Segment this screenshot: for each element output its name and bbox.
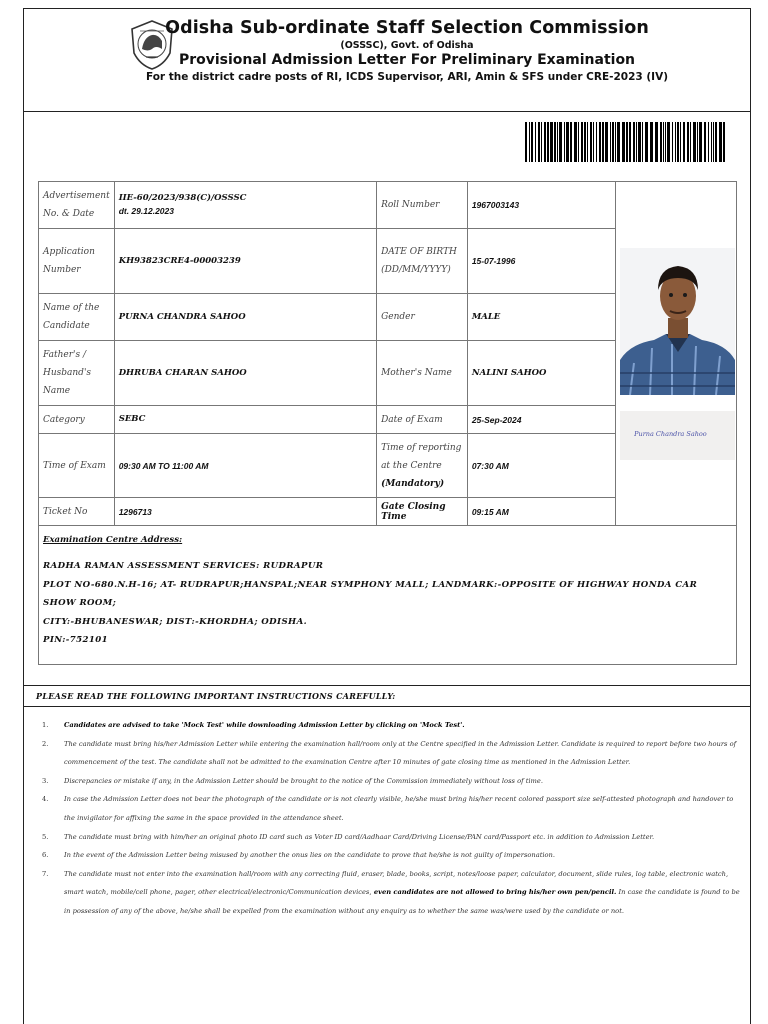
barcode-bar [697,122,698,162]
mandatory-note: (Mandatory) [381,478,445,489]
advertisement-value [114,182,376,229]
barcode-bar [584,122,586,162]
barcode-bar [687,122,689,162]
candidate-signature [620,411,735,460]
application-number-label: Application Number [39,229,115,294]
barcode-bar [723,122,725,162]
mother-name-label: Mother's Name [377,341,468,406]
barcode-bar [672,122,673,162]
instruction-number: 1. [42,721,49,729]
address-heading: Examination Centre Address: [43,535,183,545]
letter-description: For the district cadre posts of RI, ICDS Supervisor, ARI, Amin & SFS under CRE-2023 (IV) [145,71,669,83]
barcode-bar [693,122,696,162]
gate-closing-value: 09:15 AM [467,498,615,526]
barcode-bar [529,122,530,162]
ticket-number-label: Ticket No [39,498,115,526]
barcode-bar [615,122,616,162]
barcode-bar [665,122,666,162]
barcode-bar [541,122,542,162]
roll-number-label: Roll Number [377,182,468,229]
reporting-time-label [377,434,468,498]
reporting-time-value: 07:30 AM [467,434,615,498]
instruction-text: The candidate must bring with him/her an original photo ID card such as Voter ID card/Aadhaar Card/Driving License/PAN card/Passport etc. in addition to Admission Letter. [64,832,655,841]
barcode-bar [557,122,558,162]
instruction-text: The candidate must bring his/her Admission Letter while entering the examination hall/room only at the Centre specified in the Admission Letter. Candidate is required to report before two hours of commencement of the test. The candidate shall not be admitted to the examination Centre after 10 minutes of gate closing time as mentioned in the Admission Letter. [64,739,737,767]
instruction-item [38,846,743,865]
instructions-list [38,716,743,921]
dob-value: 15-07-1996 [467,229,615,294]
barcode-bar [680,122,681,162]
barcode-bar [617,122,620,162]
exam-time-label: Time of Exam [39,434,115,498]
barcode-bar [566,122,569,162]
candidate-photo [620,248,735,395]
instruction-text: In the event of the Admission Letter being misused by another the onus lies on the candidate to prove that he/she is not guilty of impersonation. [64,851,555,860]
instruction-item [38,865,743,921]
barcode-bar [525,122,527,162]
barcode-bar [650,122,653,162]
advertisement-label: Advertisement No. & Date [39,182,115,229]
dob-label: DATE OF BIRTH (DD/MM/YYYY) [377,229,468,294]
barcode-bar [599,122,601,162]
barcode-bar [675,122,676,162]
barcode-bar [704,122,706,162]
gender-label: Gender [377,294,468,341]
instruction-item [38,735,743,772]
barcode-bar [547,122,549,162]
category-value: SEBC [114,406,376,434]
category-label: Category [39,406,115,434]
barcode-bar [708,122,709,162]
letter-title: Provisional Admission Letter For Preliminary Examination [178,52,636,68]
mother-name-value: NALINI SAHOO [467,341,615,406]
barcode-bar [655,122,658,162]
barcode-bar [699,122,702,162]
application-number-value: KH93823CRE4-00003239 [114,229,376,294]
barcode-bar [593,122,594,162]
barcode-bar [626,122,628,162]
barcode-bar [578,122,579,162]
exam-centre-address [38,525,737,665]
barcode-bar [663,122,664,162]
barcode-bar [587,122,588,162]
instruction-text: In case the candidate is found to be in possession of any of the above, he/she shall be expelled from the examination without any enquiry as to whether the same was/were used by the candidate or not. [64,888,740,915]
instruction-number: 5. [42,832,49,841]
barcode-bar [667,122,670,162]
instruction-text: The candidate must not enter into the examination hall/room with any correcting fluid, eraser, blade, books, script, notes/loose paper, calculator, document, slide rules, log table, electronic watch, smart watch, mobile/cell phone, pager, other electrical/electronic/Communication devices, [64,869,729,897]
barcode-bar [538,122,540,162]
instructions-title: PLEASE READ THE FOLLOWING IMPORTANT INSTRUCTIONS CAREFULLY: [36,691,396,701]
instruction-number: 3. [42,776,49,785]
instruction-item [38,716,743,735]
barcode-bar [719,122,722,162]
instruction-number: 6. [42,851,49,860]
barcode-bar [550,122,553,162]
barcode-bar [544,122,546,162]
barcode-bar [590,122,592,162]
address-line: SHOW ROOM; [43,598,117,608]
address-lines [43,557,733,650]
barcode-bar [581,122,583,162]
barcode-bar [535,122,536,162]
instruction-text: In case the Admission Letter does not bear the photograph of the candidate or is not clearly visible, he/she must bring his/her recent colored passport size self-attested photograph and handover to the invigilator for affixing the same in the space provided in the attendance sheet. [64,795,734,822]
address-line: RADHA RAMAN ASSESSMENT SERVICES: RUDRAPUR [43,561,324,571]
candidate-name-value: PURNA CHANDRA SAHOO [114,294,376,341]
barcode-bar [713,122,714,162]
barcode-bar [683,122,685,162]
barcode-bar [531,122,533,162]
barcode-bar [677,122,679,162]
address-line: PIN:-752101 [43,635,109,645]
exam-date-value: 25-Sep-2024 [467,406,615,434]
table-row [39,182,737,229]
gate-closing-label: Gate Closing Time [377,498,468,526]
barcode-bar [612,122,614,162]
candidate-name-label: Name of the Candidate [39,294,115,341]
barcode [525,122,732,162]
ticket-number-value: 1296713 [114,498,376,526]
signature-handwriting: Purna Chandra Sahoo [634,430,707,438]
instruction-emphasis: even candidates are not allowed to bring his/her own pen/pencil. [371,888,617,897]
barcode-bar [638,122,641,162]
address-line: CITY:-BHUBANESWAR; DIST:-KHORDHA; ODISHA. [43,616,308,627]
barcode-bar [605,122,608,162]
barcode-bar [602,122,604,162]
candidate-details-table [38,181,737,526]
barcode-bar [633,122,635,162]
advertisement-date: dt. 29.12.2023 [118,206,174,216]
barcode-bar [554,122,556,162]
barcode-bar [564,122,565,162]
reporting-time-text: Time of reporting at the Centre [381,442,462,471]
header-box [23,8,751,112]
exam-date-label: Date of Exam [377,406,468,434]
instruction-item [38,828,743,847]
father-name-label: Father's / Husband's Name [39,341,115,406]
barcode-bar [642,122,643,162]
advertisement-number: IIE-60/2023/938(C)/OSSSC [118,193,247,203]
barcode-bar [574,122,577,162]
instruction-number: 4. [42,795,49,804]
instruction-item [38,790,743,827]
instruction-text: Discrepancies or mistake if any, in the Admission Letter should be brought to the notice of the Commission immediately without loss of time. [64,776,543,785]
barcode-bar [570,122,572,162]
barcode-bar [660,122,662,162]
exam-time-value: 09:30 AM TO 11:00 AM [114,434,376,498]
barcode-bar [645,122,648,162]
barcode-bar [610,122,611,162]
barcode-bar [636,122,637,162]
instruction-emphasis: Candidates are advised to take 'Mock Test' while downloading Admission Letter by clicking on 'Mock Test'. [64,721,465,729]
instruction-number: 2. [42,739,49,748]
roll-number-value: 1967003143 [467,182,615,229]
address-line: PLOT NO-680.N.H-16; AT- RUDRAPUR;HANSPAL;NEAR SYMPHONY MALL; LANDMARK:-OPPOSITE OF HIGHWAY HONDA CAR [43,579,698,590]
barcode-bar [622,122,625,162]
photo-signature-cell [616,182,737,526]
barcode-bar [690,122,691,162]
barcode-bar [559,122,562,162]
instruction-number: 7. [42,869,49,878]
barcode-bar [715,122,717,162]
commission-title: Odisha Sub-ordinate Staff Selection Commission [165,18,649,38]
instructions-header [23,685,751,707]
instruction-item [38,772,743,791]
barcode-bar [629,122,631,162]
barcode-bar [596,122,597,162]
gender-value: MALE [467,294,615,341]
commission-subtitle: (OSSSC), Govt. of Odisha [340,40,474,51]
barcode-bar [711,122,712,162]
father-name-value: DHRUBA CHARAN SAHOO [114,341,376,406]
